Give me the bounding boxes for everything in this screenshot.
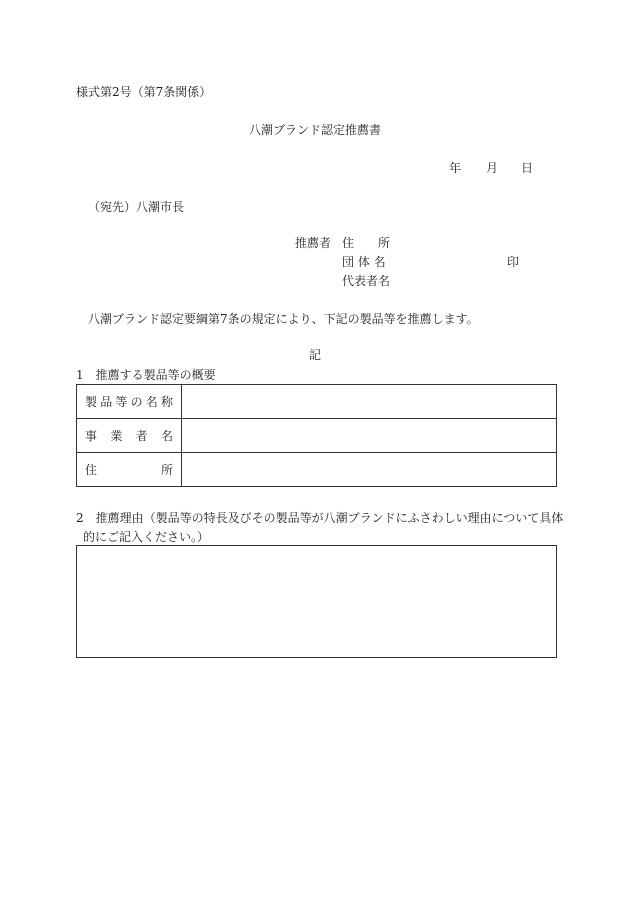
product-name-field[interactable] <box>182 385 557 419</box>
product-name-label-cell <box>77 385 182 419</box>
document-title: 八潮ブランド認定推薦書 <box>248 123 381 137</box>
date-year-label: 年 <box>449 161 462 175</box>
form-number: 様式第2号（第7条関係） <box>76 85 212 99</box>
label-char: 名 <box>145 395 158 409</box>
ki-heading: 記 <box>308 348 321 362</box>
label-char: 業 <box>110 429 123 443</box>
label-char: 製 <box>85 395 98 409</box>
section1-heading: 1 推薦する製品等の概要 <box>76 368 216 382</box>
seal-mark: 印 <box>507 255 520 269</box>
label-char: 名 <box>160 429 173 443</box>
business-name-field[interactable] <box>182 419 557 453</box>
recommendation-reason-field[interactable] <box>76 545 557 658</box>
address-label-cell <box>77 453 182 487</box>
recommender-label: 推薦者 <box>295 236 332 250</box>
date-day-label: 日 <box>521 161 534 175</box>
business-name-label-cell <box>77 419 182 453</box>
label-char: 品 <box>100 395 113 409</box>
recommender-organization-label: 団 体 名 <box>342 255 386 269</box>
recommender-representative-label: 代表者名 <box>342 274 391 288</box>
address-field[interactable] <box>182 453 557 487</box>
intro-statement: 八潮ブランド認定要綱第7条の規定により、下記の製品等を推薦します。 <box>88 312 479 326</box>
table-row <box>77 419 557 453</box>
date-month-label: 月 <box>486 161 499 175</box>
label-char: 住 <box>85 463 98 477</box>
label-char: の <box>130 395 143 409</box>
label-char: 者 <box>135 429 148 443</box>
table-row <box>77 453 557 487</box>
addressee: （宛先）八潮市長 <box>88 200 185 214</box>
label-char: 称 <box>160 395 173 409</box>
section2-heading: 2 推薦理由（製品等の特長及びその製品等が八潮ブランドにふさわしい理由について具体 <box>76 511 564 525</box>
table-row <box>77 385 557 419</box>
product-overview-table <box>76 384 557 487</box>
section2-heading-continued: 的にご記入ください。） <box>83 530 210 544</box>
recommender-address-label: 住 所 <box>342 236 391 250</box>
label-char: 事 <box>85 429 98 443</box>
label-char: 所 <box>160 463 173 477</box>
label-char: 等 <box>115 395 128 409</box>
